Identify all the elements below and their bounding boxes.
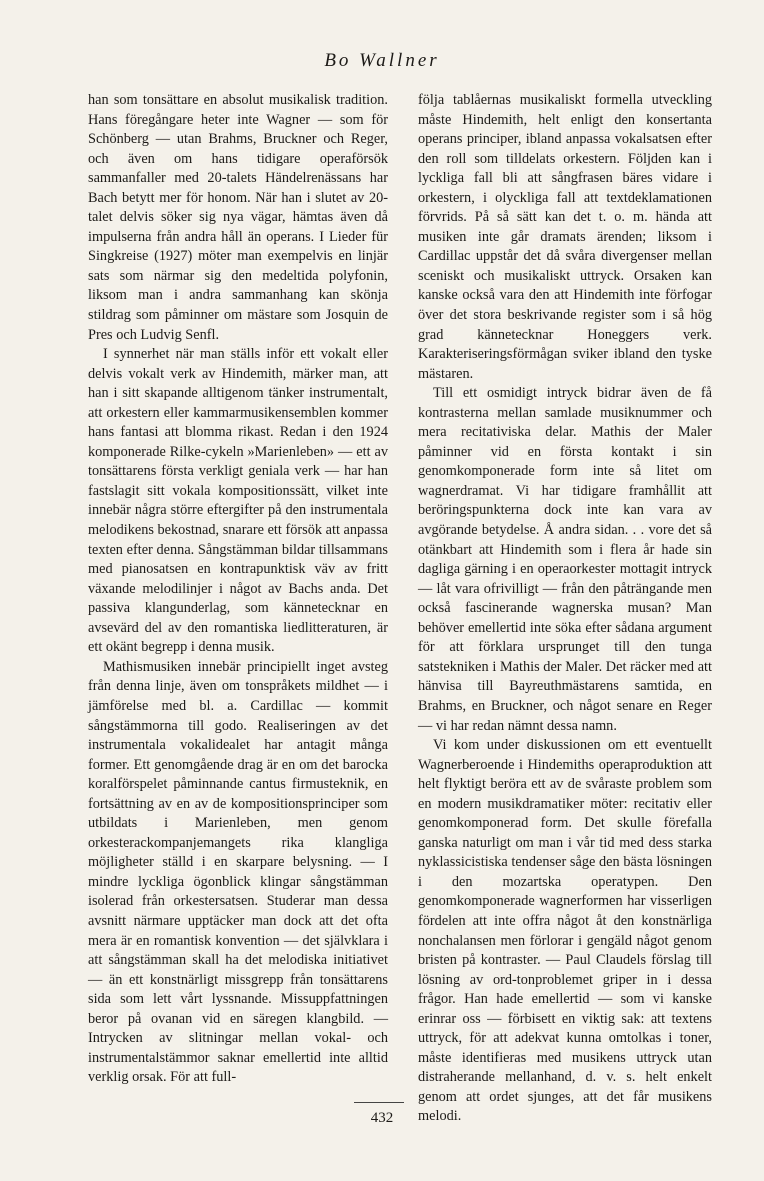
- right-text-column: [418, 91, 712, 1127]
- paragraph: Mathismusiken innebär principiellt inget avsteg från denna linje, även om tonspråkets mildhet — i jämförelse med bl. a. Cardillac — kommit sångstämmorna till godo. Realiseringen av det instrumentala vokalidealet har antagit många former. Ett genomgående drag är en om det barocka koralförspelet påminnande cantus firmusteknik, en fortsättning av en av de kompositionsprinciper som utbildats i Marienleben, men genom orkesterackompanjemangets rika klangliga möjligheter ställd i en skarpare belysning. — I mindre lyckliga ögonblick klingar sångstämman isolerad från orkestersatsen. Studerar man dessa avsnitt närmare upptäcker man dock att det ofta mera är en romantisk konvention — det självklara i att sångstämman skall ha det melodiska initiativet — än ett konstnärligt missgrepp från tonsättarens sida som lett vårt lyssnande. Missuppfattningen beror på ovanan vid en säregen klangbild. — Intrycken av slitningar mellan vokal- och instrumentalstämmor saknar emellertid inte alltid verklig orsak. För att full-: [88, 658, 388, 1086]
- left-text-column: [88, 91, 388, 1088]
- paragraph: I synnerhet när man ställs inför ett vokalt eller delvis vokalt verk av Hindemith, märker man, att han i sitt skapande alltigenom tänker instrumentalt, att orkestern eller kammarmusikensemblen kommer hans fantasi att blomma rikast. Redan i den 1924 komponerade Rilke-cykeln »Marienleben» — ett av tonsättarens första verkligt geniala verk — har han fastslagit sitt vokala kompositionssätt, vilket inte innebär några större eftergifter på den instrumentala melodikens bekostnad, snarare ett försök att anpassa texten efter denna. Sångstämman bildar tillsammans med pianosatsen en kontrapunktisk väv av fritt växande melodilinjer i något av Bachs anda. Det passiva klangunderlag, som kännetecknar en avsevärd del av den romantiska liedlitteraturen, är ett okänt begrepp i denna musik.: [88, 346, 388, 656]
- paragraph: Till ett osmidigt intryck bidrar även de få kontrasterna mellan samlade musiknummer och mera recitativiska delar. Mathis der Maler påminner vid en första kontakt i sin genomkomponerade form inte så litet om wagnerdramat. Vi har tidigare framhållit att beröringspunkterna dock inte kan vara av avgörande betydelse. Å andra sidan. . . vore det så otänkbart att Hindemith som i flera år hade sin dagliga gärning i en operaorkester mottagit intryck — låt vara ofrivilligt — från den påträngande men också fascinerande wagnerska musan? Man behöver emellertid inte söka efter sådana argument för att förklara ursprunget till den tunga satstekniken i Mathis der Maler. Det räcker med att hänvisa till Bayreuthmästarens samtida, en Brahms, en Bruckner, och något senare en Reger — vi har redan nämnt dessa namn.: [418, 385, 712, 734]
- page-number: 432: [370, 1110, 394, 1126]
- footer-rule: [354, 1102, 404, 1103]
- paragraph: följa tablåernas musikaliskt formella utveckling måste Hindemith, helt enligt den konsertanta operans principer, ibland anpassa vokalsatsen efter den roll som tilldelats orkestern. Följden kan i lyckliga fall bli att sångfrasen bäres vidare i orkestern, i olyckliga fall att textdeklamationen förvrids. På så sätt kan det t. o. m. hända att musiken inte går dramats ärenden; liksom i Cardillac uppstår det då svåra divergenser mellan sceniskt och musikaliskt uttryck. Orsaken kan kanske också vara den att Hindemith inte förfogar över det stora beskrivande register som i så hög grad kännetecknar Honeggers verk. Karakteriseringsförmågan sviker ibland den tyske mästaren.: [418, 92, 712, 382]
- running-header-author: Bo Wallner: [324, 50, 440, 71]
- paragraph: Vi kom under diskussionen om ett eventuellt Wagnerberoende i Hindemiths operaproduktion att helt flyktigt beröra ett av de svåraste problem som en modern musikdramatiker möter: recitativ eller genomkomponerad form. Det skulle förefalla ganska naturligt om man i vår tid med dess starka nyklassicistiska tendenser såge den bästa lösningen i den mozartska operatypen. Den genomkomponerade wagnerformen har visserligen fördelen att inte offra något åt den konstnärliga nonchalansen men förlorar i gengäld något genom bristen på kontraster. — Paul Claudels förslag till lösning av ord-tonproblemet griper in i dessa frågor. Han hade emellertid — som vi kanske erinrar oss — förbisett en viktig sak: att textens uttryck, för att adekvat kunna omtolkas i toner, måste identifieras med musikens uttryck utan distraherande mellanhand, d. v. s. helt enkelt genom att ordet sjunges, att det får musikens melodi.: [418, 737, 712, 1125]
- paragraph: han som tonsättare en absolut musikalisk tradition. Hans föregångare heter inte Wagner — som för Schönberg — utan Brahms, Bruckner och Reger, och även om hans tidigare operaförsök sammanfaller med 20-talets Händelrenässans har Bach betytt mer för honom. När han i slutet av 20-talet delvis söker sig nya vägar, hämtas även då impulserna från andra håll än operans. I Lieder für Singkreise (1927) möter man exempelvis en linjär sats som närmar sig den medeltida polyfonin, liksom man i andra sammanhang kan skönja stildrag som påminner om mästare som Josquin de Pres och Ludvig Senfl.: [88, 92, 388, 343]
